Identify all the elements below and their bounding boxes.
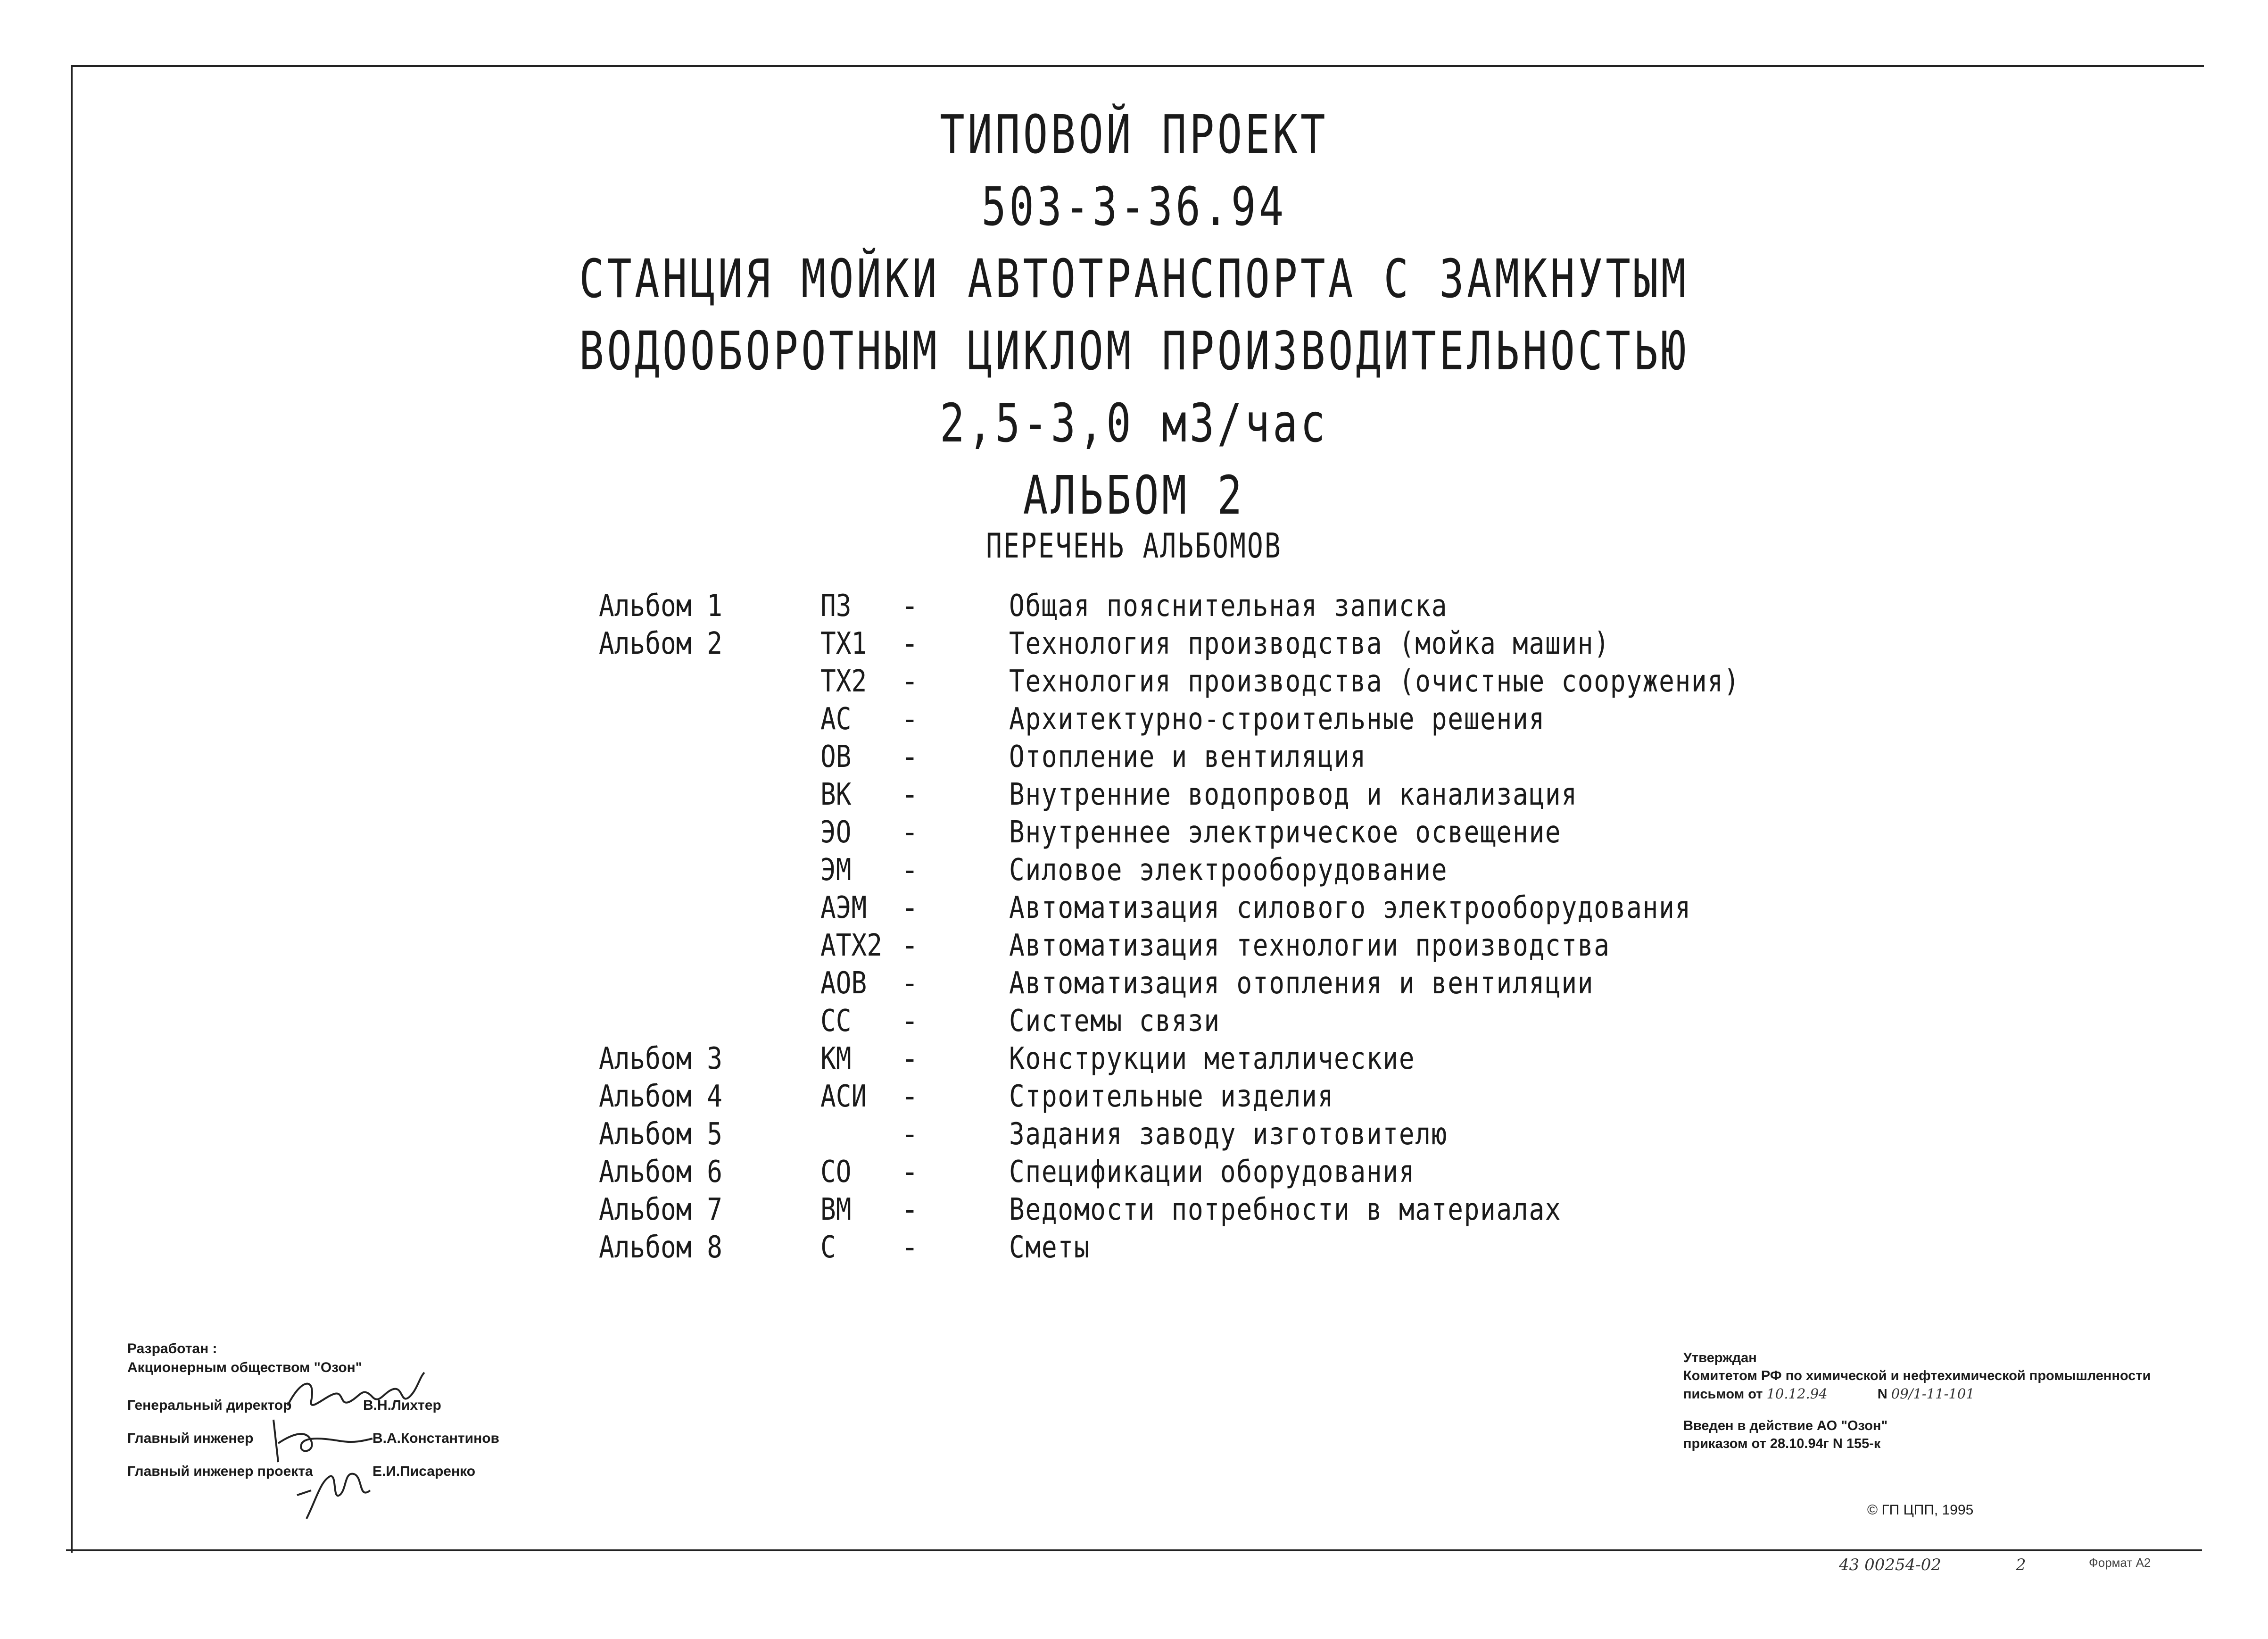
dash-cell: - <box>901 777 919 812</box>
desc-cell: Системы связи <box>1009 1004 1220 1039</box>
dash-cell: - <box>901 740 919 774</box>
code-cell: АТХ2 <box>820 928 883 963</box>
approval-committee: Комитетом РФ по химической и нефтехимической промышленности <box>1683 1368 2151 1383</box>
dash-cell: - <box>901 626 919 661</box>
code-cell: ТХ2 <box>820 664 867 699</box>
album-cell: Альбом 2 <box>599 626 723 661</box>
signature-director-icon <box>283 1368 434 1420</box>
desc-cell: Автоматизация силового электрооборудования <box>1009 890 1691 925</box>
letter-prefix: письмом от <box>1683 1387 1763 1402</box>
code-cell: АЭМ <box>820 890 867 925</box>
signatory-role: Главный инженер проекта <box>127 1464 313 1479</box>
signatory-role: Главный инженер <box>127 1431 254 1446</box>
title-block <box>0 99 2268 532</box>
title-line-album: АЛЬБОМ 2 <box>1023 465 1245 526</box>
desc-cell: Автоматизация отопления и вентиляции <box>1009 966 1594 1001</box>
code-cell: ЭМ <box>820 853 852 888</box>
desc-cell: Ведомости потребности в материалах <box>1009 1192 1562 1227</box>
album-cell: Альбом 5 <box>599 1117 723 1152</box>
dash-cell: - <box>901 928 919 963</box>
code-cell: ТХ1 <box>820 626 867 661</box>
dash-cell: - <box>901 815 919 850</box>
dash-cell: - <box>901 1041 919 1076</box>
desc-cell: Спецификации оборудования <box>1009 1155 1415 1190</box>
signature-project-engineer-icon <box>292 1462 377 1523</box>
album-cell: Альбом 3 <box>599 1041 723 1076</box>
code-cell: С <box>820 1230 836 1265</box>
sheet-format: Формат А2 <box>2089 1556 2151 1570</box>
code-cell: ОВ <box>820 740 852 774</box>
signature-chief-engineer-icon <box>264 1415 377 1467</box>
page-number: 2 <box>2016 1556 2026 1574</box>
dash-cell: - <box>901 1192 919 1227</box>
developer-org: Акционерным обществом "Озон" <box>127 1360 363 1375</box>
title-line-project-number: 503-3-36.94 <box>981 176 1287 238</box>
effect-order: приказом от 28.10.94г N 155-к <box>1683 1436 1881 1451</box>
desc-cell: Технология производства (мойка машин) <box>1009 626 1610 661</box>
title-line-name-2: ВОДООБОРОТНЫМ ЦИКЛОМ ПРОИЗВОДИТЕЛЬНОСТЬЮ <box>579 321 1689 382</box>
dash-cell: - <box>901 1230 919 1265</box>
dash-cell: - <box>901 1117 919 1152</box>
signatory-role: Генеральный директор <box>127 1398 292 1413</box>
dash-cell: - <box>901 664 919 699</box>
code-cell: СО <box>820 1155 852 1190</box>
dash-cell: - <box>901 589 919 624</box>
desc-cell: Внутренние водопровод и канализация <box>1009 777 1578 812</box>
code-cell: СС <box>820 1004 852 1039</box>
code-cell: АС <box>820 702 852 737</box>
code-cell: КМ <box>820 1041 852 1076</box>
desc-cell: Автоматизация технологии производства <box>1009 928 1610 963</box>
copyright: © ГП ЦПП, 1995 <box>1867 1502 1974 1518</box>
dash-cell: - <box>901 890 919 925</box>
letter-number-prefix: N <box>1877 1387 1887 1402</box>
code-cell: АСИ <box>820 1079 867 1114</box>
desc-cell: Сметы <box>1009 1230 1091 1265</box>
albums-heading: ПЕРЕЧЕНЬ АЛЬБОМОВ <box>986 526 1282 566</box>
desc-cell: Задания заводу изготовителю <box>1009 1117 1448 1152</box>
title-line-project-type: ТИПОВОЙ ПРОЕКТ <box>940 104 1328 166</box>
approval-block <box>1683 1349 2151 1453</box>
desc-cell: Архитектурно-строительные решения <box>1009 702 1545 737</box>
developer-label: Разработан : <box>127 1341 217 1356</box>
frame-bottom-line <box>66 1549 2202 1551</box>
desc-cell: Внутреннее электрическое освещение <box>1009 815 1562 850</box>
signatory-name: В.Н.Лихтер <box>363 1398 441 1413</box>
desc-cell: Отопление и вентиляция <box>1009 740 1366 774</box>
effect-label: Введен в действие АО "Озон" <box>1683 1418 1888 1433</box>
album-cell: Альбом 8 <box>599 1230 723 1265</box>
desc-cell: Силовое электрооборудование <box>1009 853 1448 888</box>
desc-cell: Технология производства (очистные сооружения) <box>1009 664 1740 699</box>
code-cell: ВМ <box>820 1192 852 1227</box>
desc-cell: Конструкции металлические <box>1009 1041 1415 1076</box>
approval-letter <box>1683 1385 2151 1403</box>
signatory-name: В.А.Константинов <box>372 1431 499 1446</box>
dash-cell: - <box>901 1155 919 1190</box>
title-line-capacity: 2,5-3,0 м3/час <box>940 393 1328 454</box>
dash-cell: - <box>901 702 919 737</box>
approval-label: Утверждан <box>1683 1350 1757 1365</box>
dash-cell: - <box>901 1004 919 1039</box>
album-cell: Альбом 4 <box>599 1079 723 1114</box>
dash-cell: - <box>901 1079 919 1114</box>
album-cell: Альбом 6 <box>599 1155 723 1190</box>
signatory-name: Е.И.Писаренко <box>372 1464 476 1479</box>
desc-cell: Строительные изделия <box>1009 1079 1334 1114</box>
album-cell: Альбом 1 <box>599 589 723 624</box>
title-line-name-1: СТАНЦИЯ МОЙКИ АВТОТРАНСПОРТА С ЗАМКНУТЫМ <box>579 249 1689 310</box>
code-cell: ПЗ <box>820 589 852 624</box>
dash-cell: - <box>901 966 919 1001</box>
inventory-number: 43 00254-02 <box>1839 1556 1941 1574</box>
desc-cell: Общая пояснительная записка <box>1009 589 1448 624</box>
letter-number: 09/1-11-101 <box>1891 1386 1975 1402</box>
letter-date: 10.12.94 <box>1766 1386 1828 1402</box>
code-cell: АОВ <box>820 966 867 1001</box>
code-cell: ЭО <box>820 815 852 850</box>
dash-cell: - <box>901 853 919 888</box>
code-cell: ВК <box>820 777 852 812</box>
album-cell: Альбом 7 <box>599 1192 723 1227</box>
